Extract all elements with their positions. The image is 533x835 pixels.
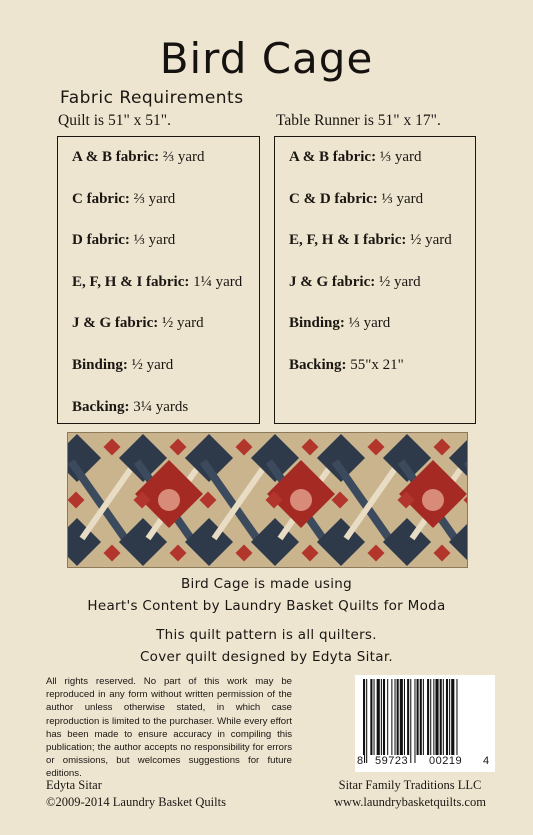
runner-req-item: E, F, H & I fabric: ½ yard	[289, 232, 452, 248]
barcode-bar	[427, 679, 429, 755]
barcode-bar	[383, 679, 385, 755]
barcode-bar	[370, 679, 372, 755]
runner-req-item: Binding: ⅓ yard	[289, 315, 391, 331]
copyright-line: ©2009-2014 Laundry Basket Quilts	[46, 795, 226, 809]
barcode-bar	[449, 679, 450, 755]
author-name: Edyta Sitar	[46, 778, 102, 792]
barcode-bar	[407, 679, 409, 755]
copyright-notice: All rights reserved. No part of this work may be reproduced in any form without written permission of the author unless otherwise stated, in which case reproduction is limited to the purchaser. While every effort has been made to ensure accuracy in compiling this publication; the author accepts no responsibility for errors or omissions, but welcomes suggestions for future editions.	[46, 676, 292, 780]
quilt-req-item: D fabric: ⅓ yard	[72, 232, 176, 248]
barcode-right-group: 00219	[429, 755, 463, 767]
quilt-req-item: Binding: ½ yard	[72, 357, 174, 373]
barcode-check-digit: 4	[483, 755, 490, 767]
barcode-bar	[410, 679, 411, 763]
barcode-bar	[433, 679, 434, 755]
barcode-bar	[395, 679, 396, 755]
barcode-bar	[363, 679, 365, 763]
made-using-caption: Bird Cage is made using	[180, 576, 353, 592]
runner-req-item: Backing: 55"x 21"	[289, 357, 404, 373]
barcode-bar	[456, 679, 457, 763]
page-title: Bird Cage	[159, 34, 374, 83]
runner-flower	[290, 489, 312, 511]
quilt-size: Quilt is 51" x 51".	[58, 112, 171, 129]
fabric-line-caption: Heart's Content by Laundry Basket Quilts for Moda	[87, 598, 446, 614]
runner-flower	[422, 489, 444, 511]
company-name: Sitar Family Traditions LLC	[338, 778, 482, 792]
runner-req-item: C & D fabric: ⅓ yard	[289, 191, 424, 207]
barcode-lead-digit: 8	[357, 755, 364, 767]
fabric-requirements-heading: Fabric Requirements	[60, 88, 244, 108]
quilt-req-item: Backing: 3¼ yards	[72, 399, 189, 415]
barcode-bar	[446, 679, 448, 755]
runner-requirements-box	[274, 136, 476, 424]
barcode-bar	[391, 679, 392, 755]
barcode-bar	[443, 679, 444, 755]
runner-size: Table Runner is 51" x 17".	[276, 112, 441, 129]
barcode-left-group: 59723	[375, 755, 409, 767]
runner-req-item: A & B fabric: ⅓ yard	[289, 149, 422, 165]
barcode-bar	[374, 679, 375, 755]
table-runner-image	[67, 432, 468, 568]
table-runner-pattern	[68, 433, 467, 567]
designer-caption: Cover quilt designed by Edyta Sitar.	[139, 649, 394, 665]
barcode-bar	[430, 679, 431, 755]
barcode-bar	[420, 679, 422, 755]
quilt-req-item: A & B fabric: ⅔ yard	[72, 149, 205, 165]
barcode-bar	[377, 679, 380, 755]
quilt-req-item: E, F, H & I fabric: 1¼ yard	[72, 274, 243, 290]
runner-flower	[158, 489, 180, 511]
barcode-bar	[404, 679, 405, 755]
barcode-bar	[366, 679, 367, 763]
runner-req-item: J & G fabric: ½ yard	[289, 274, 421, 290]
all-quilters-caption: This quilt pattern is all quilters.	[156, 627, 377, 643]
barcode-bar	[381, 679, 382, 755]
website-link[interactable]: www.laundrybasketquilts.com	[334, 795, 486, 809]
quilt-requirements-box	[57, 136, 260, 424]
barcode-bar	[400, 679, 403, 755]
barcode-bar	[414, 679, 415, 763]
barcode-bar	[435, 679, 438, 755]
barcode-bar	[440, 679, 442, 755]
barcode-bar	[417, 679, 419, 755]
quilt-req-item: J & G fabric: ½ yard	[72, 315, 204, 331]
barcode-bar	[397, 679, 399, 755]
quilt-req-item: C fabric: ⅔ yard	[72, 191, 176, 207]
barcode-bar	[451, 679, 454, 755]
barcode-bar	[423, 679, 424, 755]
barcode-bar	[387, 679, 388, 755]
